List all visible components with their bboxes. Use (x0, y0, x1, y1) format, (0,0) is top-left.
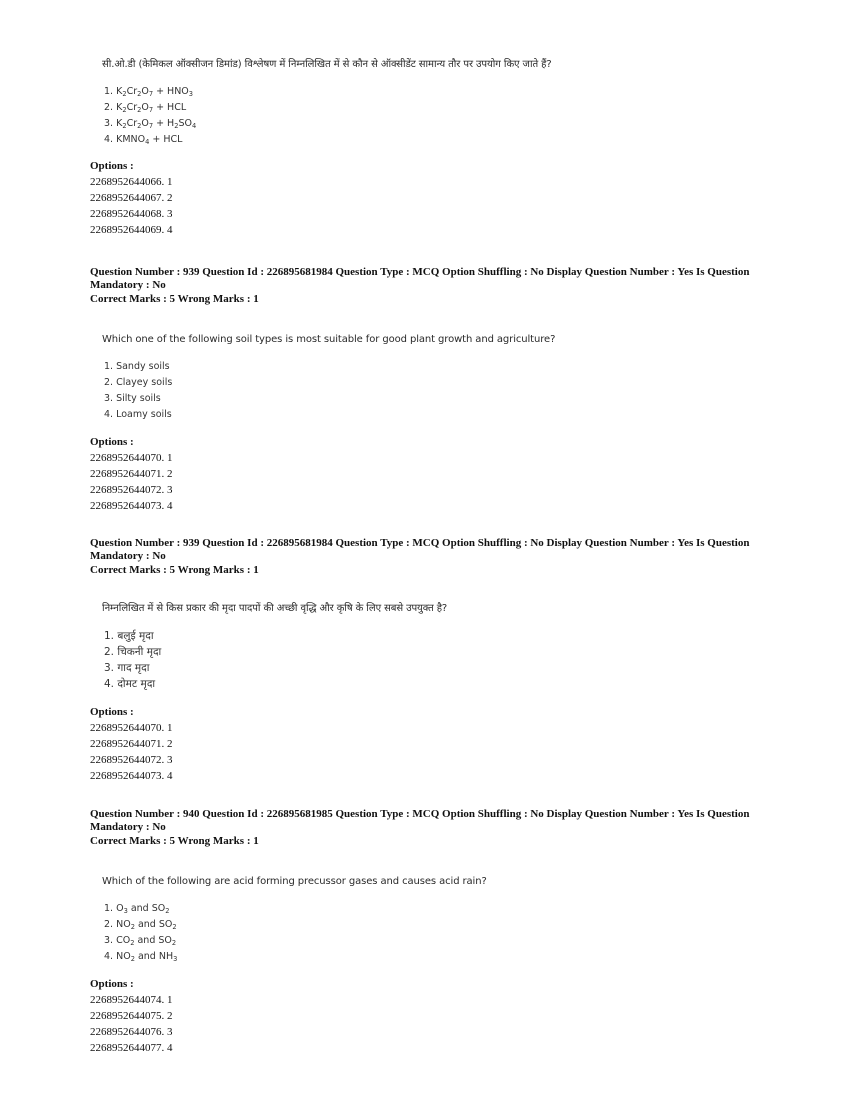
choice-item: 3. गाद मृदा (104, 662, 150, 674)
subscript: 2 (165, 907, 170, 915)
subscript: 7 (148, 90, 154, 98)
question-marks: Correct Marks : 5 Wrong Marks : 1 (90, 835, 259, 847)
question-marks: Correct Marks : 5 Wrong Marks : 1 (90, 293, 259, 305)
option-id-row: 2268952644066. 1 (90, 176, 173, 188)
formula-text: and SO (134, 919, 173, 930)
formula-text: SO (178, 118, 192, 129)
formula-text: O (141, 118, 149, 129)
choice-item (104, 132, 750, 148)
subscript: 2 (137, 90, 142, 98)
choice-item (104, 933, 750, 949)
subscript: 2 (137, 106, 142, 114)
subscript: 2 (172, 923, 177, 931)
formula-text: + HCL (153, 102, 187, 113)
subscript: 2 (174, 122, 179, 130)
formula-text: and SO (127, 903, 166, 914)
choice-list (104, 359, 750, 423)
options-label: Options : (90, 436, 134, 448)
choice-item: 2. Clayey soils (104, 377, 173, 388)
question-text: Which one of the following soil types is most suitable for good plant growth and agriculture? (102, 334, 556, 345)
subscript: 2 (130, 939, 135, 947)
subscript: 2 (137, 122, 142, 130)
question-meta: Question Number : 940 Question Id : 226895681985 Question Type : MCQ Option Shuffling : No Display Question Number : Yes Is Question Mandatory : No (90, 808, 750, 833)
subscript: 3 (173, 955, 178, 963)
question-block-939-hindi (90, 537, 750, 784)
question-block-939-english (90, 266, 750, 514)
option-id-row: 2268952644074. 1 (90, 994, 173, 1006)
choice-item: 1. बलुई मृदा (104, 630, 154, 642)
formula-text: + H (153, 118, 175, 129)
options-label: Options : (90, 160, 134, 172)
formula-text: KMNO (116, 134, 146, 145)
choice-item: 2. चिकनी मृदा (104, 646, 162, 658)
option-id-row: 2268952644072. 3 (90, 484, 173, 496)
formula-text: + HCL (149, 134, 183, 145)
subscript: 2 (122, 90, 127, 98)
formula-text: CO (116, 935, 131, 946)
options-label: Options : (90, 706, 134, 718)
subscript: 4 (191, 122, 197, 130)
option-id-row: 2268952644071. 2 (90, 468, 173, 480)
formula-text: K (116, 118, 123, 129)
option-id-row: 2268952644073. 4 (90, 500, 173, 512)
choice-number: 1. (104, 86, 117, 97)
option-id-row: 2268952644068. 3 (90, 208, 173, 220)
option-id-list (90, 450, 750, 514)
formula-text: NO (116, 919, 131, 930)
options-label: Options : (90, 978, 134, 990)
option-id-row: 2268952644077. 4 (90, 1042, 173, 1054)
formula-text: and SO (134, 935, 172, 946)
option-id-row: 2268952644072. 3 (90, 754, 173, 766)
question-text: सी.ओ.डी (केमिकल ऑक्सीजन डिमांड) विश्लेषण में निम्नलिखित में से कौन से ऑक्सीडेंट सामान्य तौर पर उपयोग किए जाते हैं? (102, 59, 552, 70)
formula-text: Cr (126, 86, 138, 97)
formula-text: and NH (134, 951, 174, 962)
option-id-row: 2268952644071. 2 (90, 738, 173, 750)
subscript: 2 (171, 939, 177, 947)
choice-item (104, 949, 750, 965)
subscript: 7 (148, 122, 154, 130)
question-block-cod-hindi (90, 58, 750, 238)
option-id-list (90, 174, 750, 238)
choice-item (104, 100, 750, 116)
formula-text: O (116, 903, 124, 914)
choice-list (104, 628, 750, 692)
formula-text: NO (116, 951, 131, 962)
option-id-row: 2268952644075. 2 (90, 1010, 173, 1022)
choice-number: 4. (104, 951, 117, 962)
subscript: 3 (123, 907, 128, 915)
option-id-row: 2268952644067. 2 (90, 192, 173, 204)
choice-number: 3. (104, 118, 117, 129)
question-block-940-english (90, 808, 750, 1056)
question-text: Which of the following are acid forming precussor gases and causes acid rain? (102, 876, 487, 887)
option-id-list (90, 992, 750, 1056)
option-id-list (90, 720, 750, 784)
choice-item (104, 917, 750, 933)
subscript: 3 (188, 90, 194, 98)
choice-number: 2. (104, 102, 117, 113)
question-text: निम्नलिखित में से किस प्रकार की मृदा पादपों की अच्छी वृद्धि और कृषि के लिए सबसे उपयुक्त है? (102, 603, 448, 614)
choice-number: 4. (104, 134, 117, 145)
choice-list (104, 84, 750, 148)
option-id-row: 2268952644073. 4 (90, 770, 173, 782)
formula-text: K (116, 86, 123, 97)
choice-item: 4. दोमट मृदा (104, 678, 156, 690)
subscript: 2 (130, 923, 135, 931)
formula-text: Cr (126, 102, 138, 113)
subscript: 4 (145, 138, 150, 146)
option-id-row: 2268952644070. 1 (90, 452, 173, 464)
option-id-row: 2268952644076. 3 (90, 1026, 173, 1038)
question-meta: Question Number : 939 Question Id : 226895681984 Question Type : MCQ Option Shuffling : No Display Question Number : Yes Is Question Mandatory : No (90, 537, 750, 562)
question-meta: Question Number : 939 Question Id : 226895681984 Question Type : MCQ Option Shuffling : No Display Question Number : Yes Is Question Mandatory : No (90, 266, 750, 291)
formula-text: O (141, 102, 149, 113)
choice-list (104, 901, 750, 965)
subscript: 2 (130, 955, 135, 963)
option-id-row: 2268952644069. 4 (90, 224, 173, 236)
choice-number: 3. (104, 935, 117, 946)
choice-number: 2. (104, 919, 117, 930)
formula-text: Cr (126, 118, 138, 129)
formula-text: + HNO (153, 86, 189, 97)
option-id-row: 2268952644070. 1 (90, 722, 173, 734)
formula-text: K (116, 102, 123, 113)
choice-item (104, 901, 750, 917)
choice-number: 1. (104, 903, 117, 914)
subscript: 2 (122, 122, 127, 130)
choice-item (104, 84, 750, 100)
question-marks: Correct Marks : 5 Wrong Marks : 1 (90, 564, 259, 576)
choice-item: 3. Silty soils (104, 393, 161, 404)
choice-item (104, 116, 750, 132)
subscript: 7 (148, 106, 154, 114)
choice-item: 4. Loamy soils (104, 409, 172, 420)
subscript: 2 (122, 106, 127, 114)
formula-text: O (141, 86, 149, 97)
choice-item: 1. Sandy soils (104, 361, 170, 372)
